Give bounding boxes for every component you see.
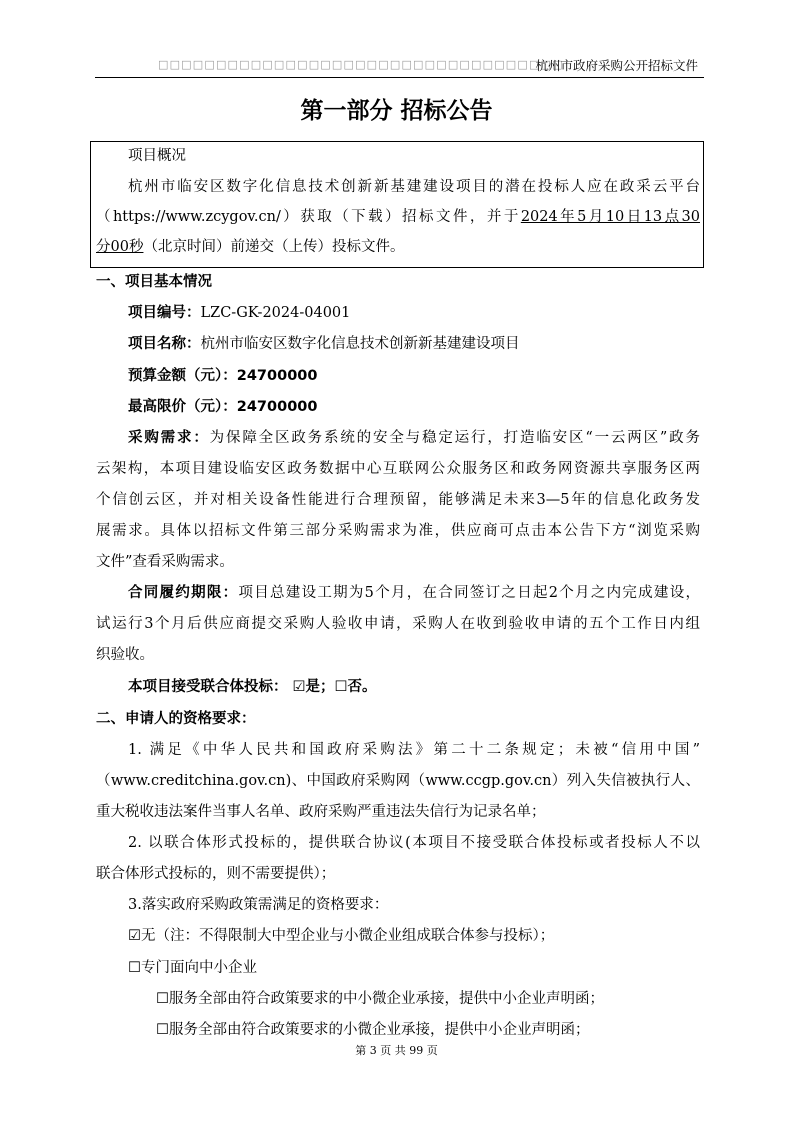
qual-item-1-line-1: 1. 满足《中华人民共和国政府采购法》第二十二条规定；未被“信用中国”: [128, 742, 700, 758]
demand-line-3: 个信创云区，并对相关设备性能进行合理预留，能够满足未来3—5年的信息化政务发: [96, 492, 700, 508]
budget-amount: 预算金额（元）：24700000: [128, 368, 318, 384]
option-none: ☑无（注：不得限制大中型企业与小微企业组成联合体参与投标）；: [128, 928, 555, 944]
project-number-label: 项目编号：: [128, 305, 201, 321]
overview-line-2: [96, 207, 700, 227]
section-2-heading: 二、申请人的资格要求：: [96, 711, 256, 727]
overview-heading: 项目概况: [128, 148, 186, 164]
option-sme-a: ☐服务全部由符合政策要求的中小微企业承接，提供中小企业声明函；: [156, 991, 604, 1007]
option-sme: ☐专门面向中小企业: [128, 960, 257, 976]
demand-line-5: 文件”查看采购需求。: [96, 554, 234, 570]
max-price: 最高限价（元）：24700000: [128, 399, 318, 415]
project-number-value: LZC-GK-2024-04001: [200, 305, 351, 321]
page-title: 第一部分 招标公告: [300, 98, 493, 124]
project-number: [128, 303, 350, 323]
demand-line-1: [128, 428, 700, 448]
contract-text-1: 项目总建设工期为5个月，在合同签订之日起2个月之内完成建设，: [238, 585, 700, 601]
project-name-value: 杭州市临安区数字化信息技术创新新基建建设项目: [200, 336, 520, 352]
section-1-heading: 一、项目基本情况: [96, 274, 212, 290]
demand-line-4: 展需求。具体以招标文件第三部分采购需求为准，供应商可点击本公告下方“浏览采购: [96, 523, 700, 539]
qual-item-2-line-2: 联合体形式投标的，则不需要提供）；: [96, 866, 336, 882]
header-divider: [95, 77, 704, 78]
page-number: 第 3 页 共 99 页: [355, 1044, 438, 1057]
demand-label: 采购需求：: [128, 430, 210, 446]
header-doc-title: 杭州市政府采购公开招标文件: [535, 58, 698, 73]
contract-line-3: 织验收。: [96, 647, 154, 663]
qual-item-1-line-2: （www.creditchina.gov.cn)、中国政府采购网（www.ccgp.gov.cn）列入失信被执行人、: [96, 773, 700, 789]
contract-line-1: [128, 583, 700, 603]
consortium-option: 本项目接受联合体投标： ☑是；☐否。: [128, 679, 377, 695]
overview-line-2-text: （https://www.zcygov.cn/）获取（下载）招标文件，并于: [96, 209, 521, 225]
demand-line-2: 云架构，本项目建设临安区政务数据中心互联网公众服务区和政务网资源共享服务区两: [96, 461, 700, 477]
qual-item-2-line-1: 2. 以联合体形式投标的，提供联合协议(本项目不接受联合体投标或者投标人不以: [128, 835, 700, 851]
deadline-date: 2024年5月10日13点30: [520, 209, 700, 225]
header-marks: □□□□□□□□□□□□□□□□□□□□□□□□□□□□□□□□□□□: [158, 58, 564, 71]
overview-line-3: [96, 237, 404, 257]
project-name-label: 项目名称：: [128, 336, 201, 352]
contract-label: 合同履约期限：: [128, 585, 239, 601]
overview-line-1: 杭州市临安区数字化信息技术创新新基建建设项目的潜在投标人应在政采云平台: [128, 179, 700, 195]
contract-line-2: 试运行3个月后供应商提交采购人验收申请，采购人在收到验收申请的五个工作日内组: [96, 616, 700, 632]
deadline-time: 分00秒: [96, 239, 144, 255]
overview-line-3-text: （北京时间）前递交（上传）投标文件。: [143, 239, 405, 255]
option-sme-b: ☐服务全部由符合政策要求的小微企业承接，提供中小企业声明函；: [156, 1022, 590, 1038]
qual-item-1-line-3: 重大税收违法案件当事人名单、政府采购严重违法失信行为记录名单；: [96, 804, 546, 820]
project-name: [128, 334, 520, 354]
qual-item-3: 3.落实政府采购政策需满足的资格要求：: [128, 897, 389, 913]
demand-text-1: 为保障全区政务系统的安全与稳定运行，打造临安区“一云两区”政务: [209, 430, 700, 446]
